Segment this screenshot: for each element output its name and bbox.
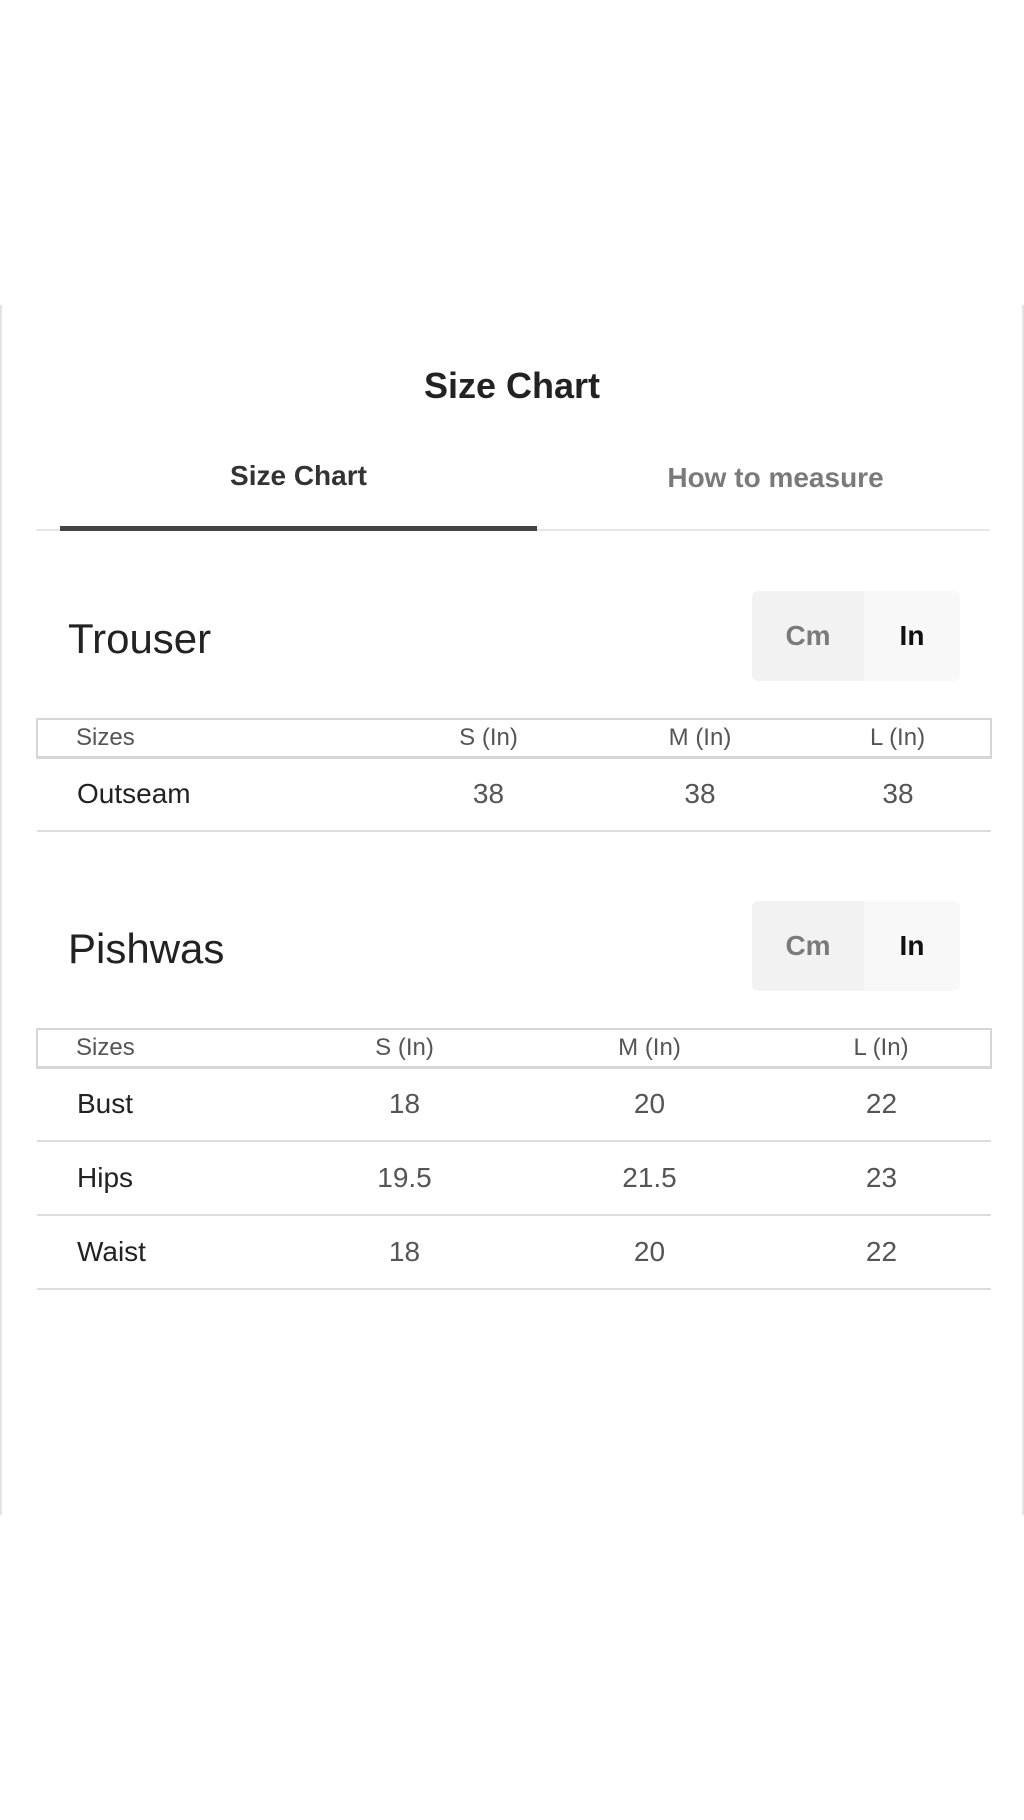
header-m: M (In) [595, 719, 805, 757]
row-label: Hips [37, 1141, 282, 1215]
header-l: L (In) [805, 719, 991, 757]
cell-value: 38 [595, 757, 805, 831]
tab-how-to-measure[interactable]: How to measure [667, 462, 884, 493]
section-title: Trouser [68, 615, 212, 662]
table-header-row [37, 719, 991, 757]
cell-value: 22 [772, 1067, 991, 1141]
row-label: Waist [37, 1215, 282, 1289]
table-row [37, 1067, 991, 1141]
section-trouser [36, 591, 990, 821]
row-label: Bust [37, 1067, 282, 1141]
unit-in-button[interactable]: In [864, 591, 960, 681]
size-chart-modal [0, 305, 1024, 1515]
table-header-row [37, 1029, 991, 1067]
cell-value: 20 [527, 1067, 772, 1141]
tab-bar [36, 425, 990, 531]
table-row [37, 757, 991, 831]
header-sizes: Sizes [37, 1029, 282, 1067]
table-row [37, 1215, 991, 1289]
row-label: Outseam [37, 757, 382, 831]
unit-toggle [752, 901, 960, 991]
header-m: M (In) [527, 1029, 772, 1067]
unit-toggle [752, 591, 960, 681]
unit-cm-button[interactable]: Cm [752, 591, 864, 681]
size-table-trouser [36, 718, 992, 832]
tab-size-chart[interactable]: Size Chart [60, 425, 537, 531]
cell-value: 18 [282, 1215, 527, 1289]
cell-value: 23 [772, 1141, 991, 1215]
table-row [37, 1141, 991, 1215]
cell-value: 19.5 [282, 1141, 527, 1215]
cell-value: 38 [805, 757, 991, 831]
cell-value: 18 [282, 1067, 527, 1141]
modal-title: Size Chart [423, 365, 601, 406]
header-s: S (In) [282, 1029, 527, 1067]
unit-cm-button[interactable]: Cm [752, 901, 864, 991]
header-s: S (In) [382, 719, 595, 757]
cell-value: 20 [527, 1215, 772, 1289]
header-sizes: Sizes [37, 719, 382, 757]
cell-value: 38 [382, 757, 595, 831]
section-pishwas [36, 901, 990, 1301]
unit-in-button[interactable]: In [864, 901, 960, 991]
section-title: Pishwas [68, 925, 225, 972]
cell-value: 21.5 [527, 1141, 772, 1215]
cell-value: 22 [772, 1215, 991, 1289]
size-table-pishwas [36, 1028, 992, 1290]
header-l: L (In) [772, 1029, 991, 1067]
